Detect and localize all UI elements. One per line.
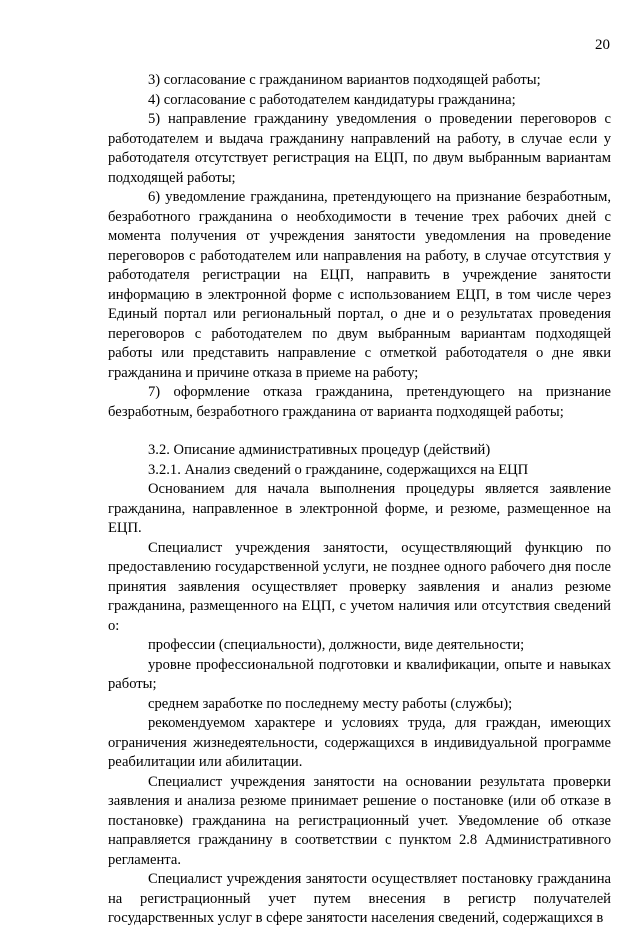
subsection-heading: 3.2.1. Анализ сведений о гражданине, содержащихся на ЕЦП: [148, 461, 529, 478]
list-item: 4) согласование с работодателем кандидатуры гражданина;: [148, 91, 516, 108]
paragraph: Специалист учреждения занятости на основании результата проверки заявления и анализа резюме принимает решение о постановке (или об отказе в постановке) гражданина на регистрационный учет. Уведомление об отказе направляется гражданину в соответствии с пунктом 2.8 Административного регламента.: [108, 773, 611, 868]
document-body: [108, 71, 611, 929]
page-number: 20: [595, 37, 610, 53]
list-item: среднем заработке по последнему месту работы (службы);: [148, 695, 513, 712]
list-item: профессии (специальности), должности, виде деятельности;: [148, 637, 525, 653]
list-item: рекомендуемом характере и условиях труда, для граждан, имеющих ограничения жизнедеятельности, содержащихся в индивидуальной программе реабилитации или абилитации.: [108, 715, 611, 770]
paragraph: Специалист учреждения занятости, осуществляющий функцию по предоставлению государственной услуги, не позднее одного рабочего дня после принятия заявления осуществляет проверку заявления и анализ резюме гражданина, размещенного на ЕЦП, с учетом наличия или отсутствия сведений о:: [108, 539, 611, 634]
list-item: уровне профессиональной подготовки и квалификации, опыте и навыках работы;: [108, 656, 611, 692]
list-item: 5) направление гражданину уведомления о проведении переговоров с работодателем и выдача гражданину направлений на работу, в случае если у работодателя отсутствует регистрация на ЕЦП, по двум выбранным вариантам подходящей работы;: [108, 111, 611, 186]
list-item: 3) согласование с гражданином вариантов подходящей работы;: [148, 72, 541, 88]
paragraph: Специалист учреждения занятости осуществляет постановку гражданина на регистрационный учет путем внесения в регистр получателей государственных услуг в сфере занятости населения сведений, содержащихся в: [108, 871, 611, 926]
paragraph: Основанием для начала выполнения процедуры является заявление гражданина, направленное в электронной форме, и резюме, размещенное на ЕЦП.: [108, 481, 611, 536]
list-item: 6) уведомление гражданина, претендующего на признание безработным, безработного гражданина о необходимости в течение трех рабочих дней с момента получения от учреждения занятости уведомления на проведение переговоров с работодателем или направления на работу, в случае отсутствия у работодателя регистрации на ЕЦП, направить в учреждение занятости информацию в электронной форме с использованием ЕЦП, в том числе через Единый портал или региональный портал, о дне и о результатах проведения переговоров с работодателем по двум выбранным вариантам подходящей работы или представить направление с отметкой работодателя о дне явки гражданина и причине отказа в приеме на работу;: [108, 189, 611, 381]
section-heading: 3.2. Описание административных процедур (действий): [148, 442, 491, 458]
list-item: 7) оформление отказа гражданина, претендующего на признание безработным, безработного гражданина от варианта подходящей работы;: [108, 384, 611, 420]
